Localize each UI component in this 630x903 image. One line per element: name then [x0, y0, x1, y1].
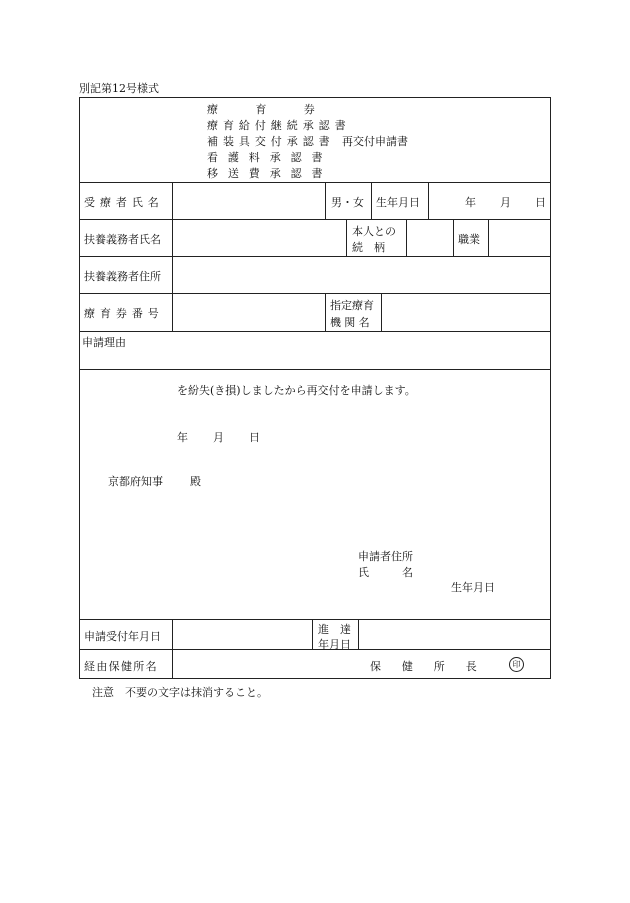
divider	[346, 219, 347, 256]
card-number-label: 療育券番号	[84, 307, 164, 320]
birthdate-label: 生年月日	[376, 196, 420, 209]
applicant-birthdate-label: 生年月日	[451, 581, 495, 594]
declaration-text: を紛失(き損)しましたから再交付を申請します。	[177, 384, 416, 397]
occupation-label: 職業	[458, 233, 480, 246]
divider	[79, 331, 551, 332]
progress-date-label-line2: 年月日	[318, 638, 351, 651]
divider	[79, 182, 551, 183]
divider	[172, 182, 173, 331]
via-office-label: 経由保健所名	[84, 660, 158, 673]
divider	[428, 182, 429, 219]
divider	[79, 256, 551, 257]
designated-org-label-line2: 機関名	[330, 316, 373, 329]
progress-date-label-line1: 進 達	[318, 623, 351, 636]
header-title-2: 療育給付継続承認書	[207, 119, 351, 132]
reason-label: 申請理由	[82, 336, 126, 349]
divider	[79, 369, 551, 370]
divider	[358, 619, 359, 649]
sex-options[interactable]: 男・女	[331, 196, 364, 209]
addressee: 京都府知事	[108, 475, 163, 488]
divider	[172, 619, 173, 679]
addressee-honorific: 殿	[190, 475, 201, 488]
birthdate-day: 日	[535, 196, 546, 209]
applicant-name-label: 氏 名	[358, 566, 413, 579]
divider	[406, 219, 407, 256]
guardian-name-label: 扶養義務者氏名	[84, 233, 161, 246]
birthdate-month: 月	[500, 196, 511, 209]
divider	[381, 293, 382, 331]
header-title-5: 移送費承認書	[207, 167, 333, 180]
application-date-month: 月	[213, 431, 224, 444]
seal-mark-icon: 印	[509, 657, 524, 672]
relation-label-line1: 本人との	[352, 225, 396, 238]
divider	[453, 219, 454, 256]
applicant-address-label: 申請者住所	[358, 550, 413, 563]
form-number: 別記第12号様式	[79, 82, 159, 95]
header-title-1: 療 育 券	[207, 103, 316, 116]
divider	[325, 182, 326, 219]
header-title-3: 補装具交付承認書	[207, 135, 335, 148]
divider	[371, 182, 372, 219]
patient-name-label: 受療者氏名	[84, 196, 164, 209]
divider	[79, 219, 551, 220]
divider	[79, 649, 551, 650]
designated-org-label-line1: 指定療育	[330, 299, 374, 312]
divider	[312, 619, 313, 649]
application-date-day: 日	[249, 431, 260, 444]
divider	[488, 219, 489, 256]
header-title-4: 看護料承認書	[207, 151, 333, 164]
divider	[325, 293, 326, 331]
divider	[79, 293, 551, 294]
divider	[79, 619, 551, 620]
director-label: 保健所長	[370, 660, 498, 673]
guardian-address-label: 扶養義務者住所	[84, 270, 161, 283]
birthdate-year: 年	[465, 196, 476, 209]
header-suffix: 再交付申請書	[342, 135, 408, 148]
note-text: 注意 不要の文字は抹消すること。	[92, 686, 268, 699]
received-date-label: 申請受付年月日	[84, 630, 161, 643]
application-date-year: 年	[177, 431, 188, 444]
relation-label-line2: 続 柄	[352, 241, 385, 254]
